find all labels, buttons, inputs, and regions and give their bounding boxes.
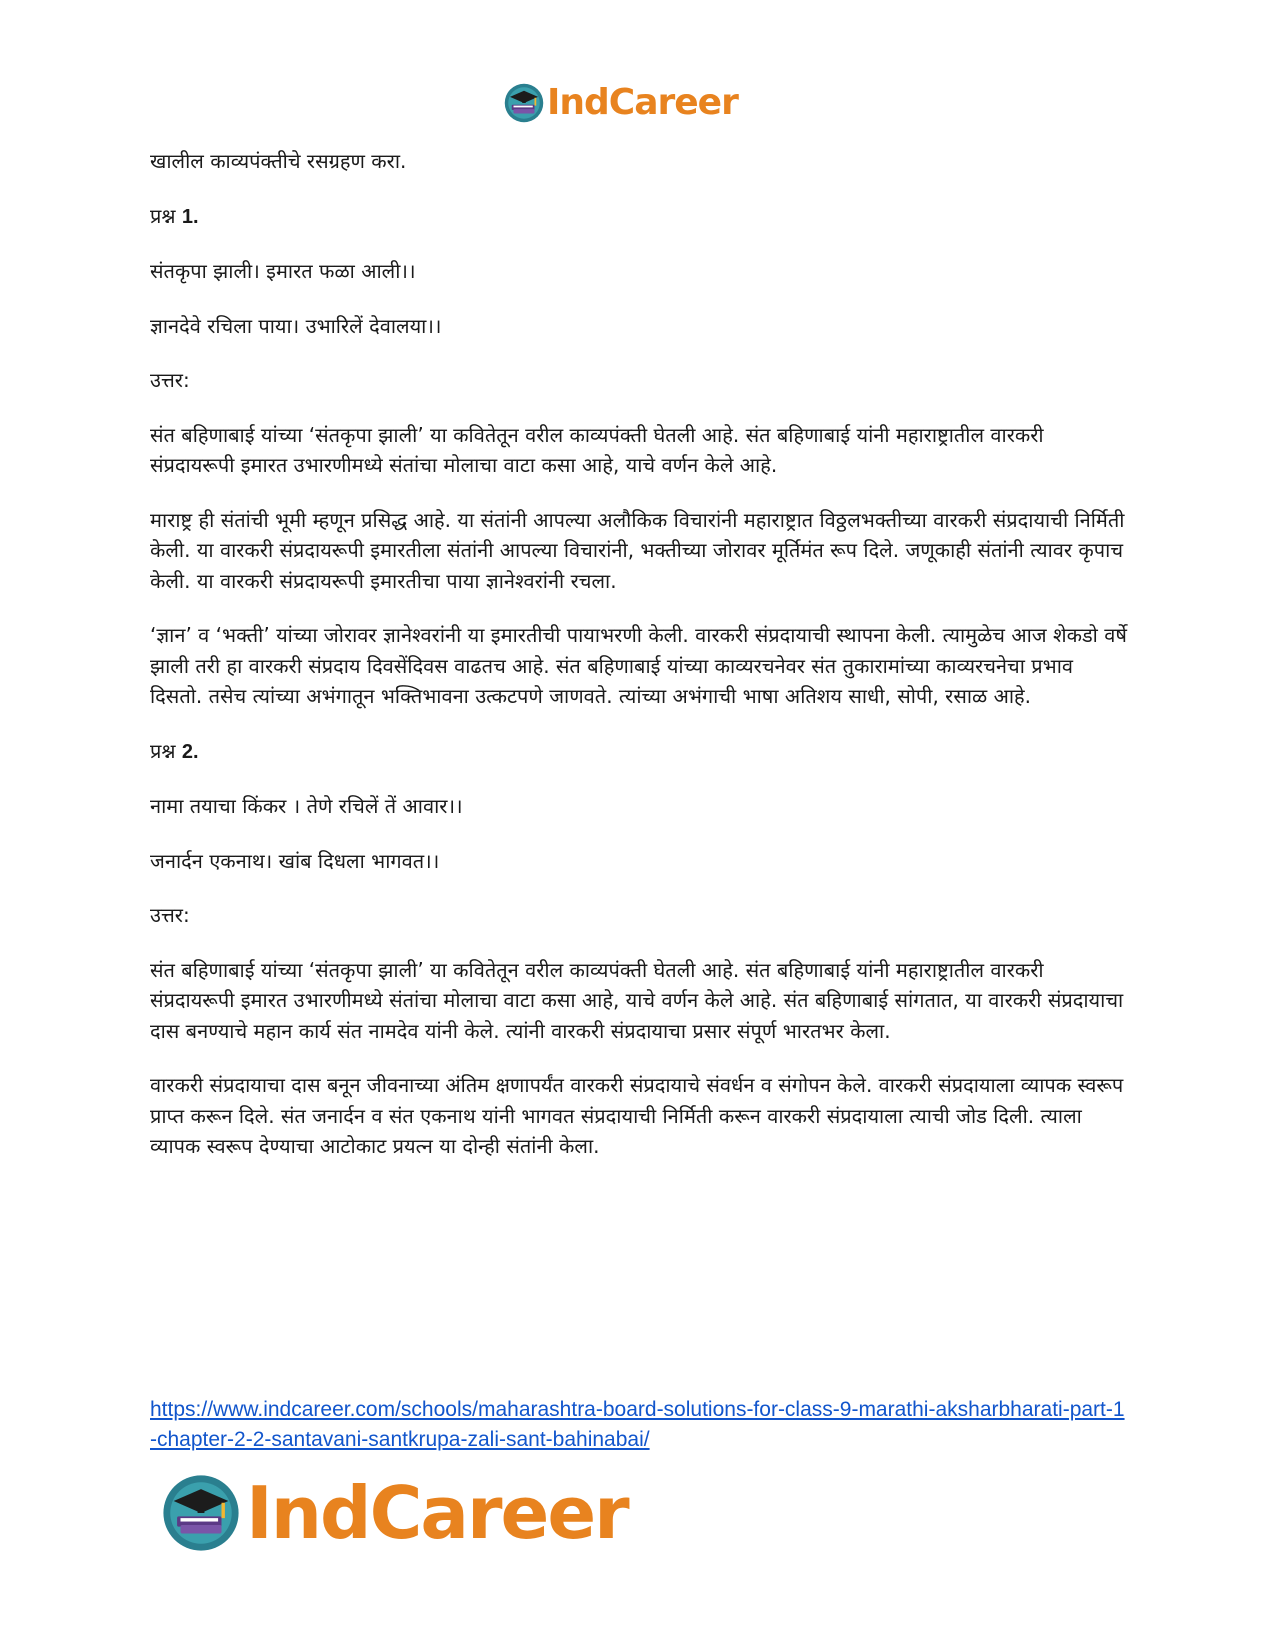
header-logo (503, 80, 738, 126)
question-2-line-2: जनार्दन एकनाथ। खांब दिधला भागवत।। (150, 848, 440, 873)
answer-1-label: उत्तर: (150, 368, 190, 392)
question-1-label (150, 201, 1130, 233)
question-word: प्रश्न (150, 738, 176, 763)
main-content (150, 146, 1130, 1186)
question-number: 1. (181, 205, 199, 228)
graduation-book-icon (503, 82, 545, 124)
question-number: 2. (181, 740, 199, 763)
answer-1-paragraph-1: संत बहिणाबाई यांच्या ‘संतकृपा झाली’ या कवितेतून वरील काव्यपंक्ती घेतली आहे. संत बहिणाबाई यांनी महाराष्ट्रातील वारकरी संप्रदायरूपी इमारत उभारणीमध्ये संतांचा मोलाचा वाटा कसा आहे, याचे वर्णन केले आहे. (150, 422, 1044, 477)
answer-2-paragraph-1: संत बहिणाबाई यांच्या ‘संतकृपा झाली’ या कवितेतून वरील काव्यपंक्ती घेतली आहे. संत बहिणाबाई यांनी महाराष्ट्रातील वारकरी संप्रदायरूपी इमारत उभारणीमध्ये संतांचा मोलाचा वाटा कसा आहे, याचे वर्णन केले आहे. संत बहिणाबाई सांगतात, या वारकरी संप्रदायाचा दास बनण्याचे महान कार्य संत नामदेव यांनी केले. त्यांनी वारकरी संप्रदायाचा प्रसार संपूर्ण भारतभर केला. (150, 957, 1124, 1043)
question-1-line-1: संतकृपा झाली। इमारत फळा आली।। (150, 259, 416, 283)
logo-wordmark: IndCareer (547, 82, 738, 123)
question-1-line-2: ज्ञानदेवे रचिला पाया। उभारिलें देवालया।। (150, 313, 442, 338)
answer-2-paragraph-2: वारकरी संप्रदायाचा दास बनून जीवनाच्या अंतिम क्षणापर्यंत वारकरी संप्रदायाचे संवर्धन व संगोपन केले. वारकरी संप्रदायाला व्यापक स्वरूप प्राप्त करून दिले. संत जनार्दन व संत एकनाथ यांनी भागवत संप्रदायाची निर्मिती करून वारकरी संप्रदायाला त्याची जोड दिली. त्याला व्यापक स्वरूप देण्याचा आटोकाट प्रयत्न या दोन्ही संतांनी केला. (150, 1073, 1124, 1158)
graduation-book-icon (160, 1472, 242, 1554)
answer-2-label: उत्तर: (150, 903, 190, 927)
question-word: प्रश्न (150, 203, 176, 228)
answer-1-paragraph-3: ‘ज्ञान’ व ‘भक्ती’ यांच्या जोरावर ज्ञानेश्वरांनी या इमारतीची पायाभरणी केली. वारकरी संप्रदायाची स्थापना केली. त्यामुळेच आज शेकडो वर्षे झाली तरी हा वारकरी संप्रदाय दिवसेंदिवस वाढतच आहे. संत बहिणाबाई यांच्या काव्यरचनेवर संत तुकारामांच्या काव्यरचनेचा प्रभाव दिसतो. तसेच त्यांच्या अभंगातून भक्तिभावना उत्कटपणे जाणवते. त्यांच्या अभंगाची भाषा अतिशय साधी, सोपी, रसाळ आहे. (150, 623, 1127, 708)
question-2-line-1: नामा तयाचा किंकर । तेणे रचिलें तें आवार।। (150, 794, 463, 818)
source-link[interactable]: https://www.indcareer.com/schools/maharashtra-board-solutions-for-class-9-marathi-aksharbharati-part-1-chapter-2-2-santavani-santkrupa-zali-sant-bahinabai/ (150, 1398, 1125, 1451)
instruction: खालील काव्यपंक्तीचे रसग्रहण करा. (150, 149, 407, 173)
answer-1-paragraph-2: माराष्ट्र ही संतांची भूमी म्हणून प्रसिद्ध आहे. या संतांनी आपल्या अलौकिक विचारांनी महाराष्ट्रात विठ्ठलभक्तीच्या वारकरी संप्रदायाची निर्मिती केली. या वारकरी संप्रदायरूपी इमारतीला संतांनी आपल्या विचारांनी, भक्तीच्या जोरावर मूर्तिमंत रूप दिले. जणूकाही संतांनी त्यावर कृपाच केली. या वारकरी संप्रदायरूपी इमारतीचा पाया ज्ञानेश्वरांनी रचला. (150, 507, 1125, 593)
question-2-label (150, 736, 1130, 768)
footer-logo (160, 1468, 628, 1558)
logo-wordmark: IndCareer (246, 1471, 628, 1555)
